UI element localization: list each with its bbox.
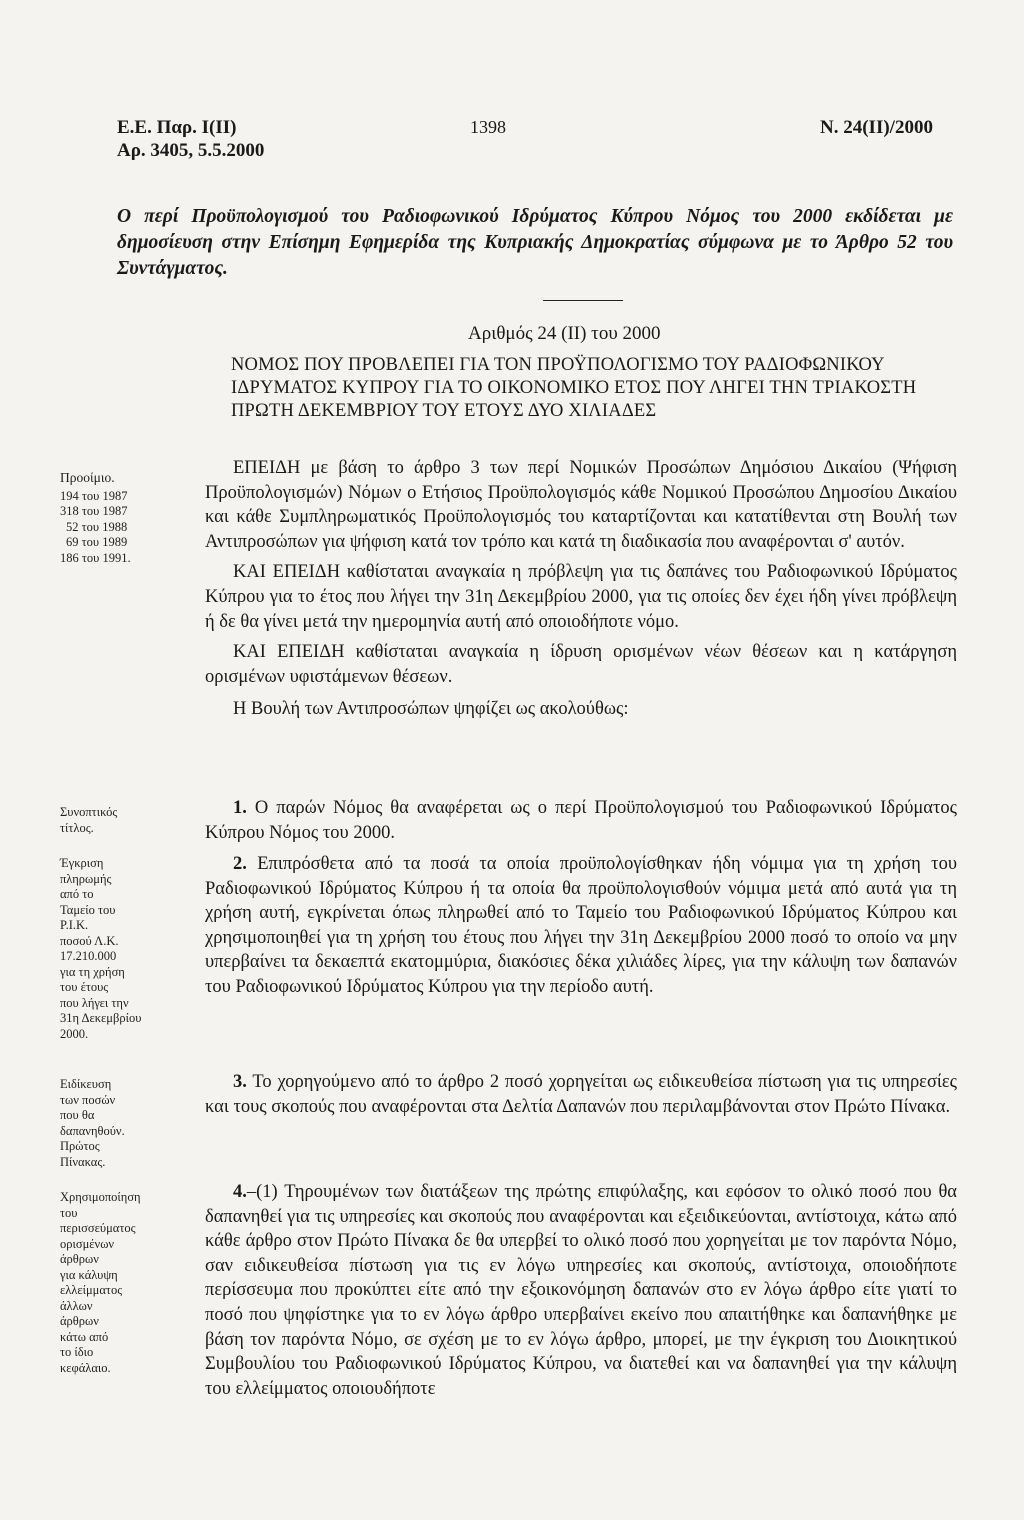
margin-line: 318 του 1987: [60, 504, 128, 518]
section-4: [205, 1180, 957, 1401]
publication-notice: Ο περί Προϋπολογισμού του Ραδιοφωνικού Ιδρύματος Κύπρου Νόμος του 2000 εκδίδεται με δημοσίευση στην Επίσημη Εφημερίδα της Κυπριακής Δημοκρατίας σύμφωνα με το Άρθρο 52 του Συντάγματος.: [117, 206, 953, 279]
margin-line: 186 του 1991.: [60, 550, 131, 565]
section-text: Ο παρών Νόμος θα αναφέρεται ως ο περί Προϋπολογισμού του Ραδιοφωνικού Ιδρύματος Κύπρου Νόμος του 2000.: [205, 798, 957, 843]
section-3: [205, 1070, 957, 1119]
margin-line: πληρωμής: [60, 871, 112, 886]
page-number: 1398: [470, 117, 506, 137]
margin-line: Συνοπτικός: [60, 805, 118, 819]
margin-line: για τη χρήση: [60, 964, 125, 979]
margin-line: του: [60, 1205, 78, 1220]
preamble-paragraph: ΚΑΙ ΕΠΕΙΔΗ καθίσταται αναγκαία η ίδρυση ορισμένων νέων θέσεων και η κατάργηση ορισμένων υφιστάμενων θέσεων.: [205, 642, 957, 687]
margin-line: Χρησιμοποίηση: [60, 1190, 141, 1204]
margin-line: ελλείμματος: [60, 1283, 123, 1297]
margin-line: που λήγει την: [60, 995, 129, 1010]
margin-line: περισσεύματος: [60, 1221, 136, 1235]
preamble-paragraph: ΚΑΙ ΕΠΕΙΔΗ καθίσταται αναγκαία η πρόβλεψη για τις δαπάνες του Ραδιοφωνικού Ιδρύματος Κύπρου για το έτος που λήγει την 31η Δεκεμβρίου 2000, για τις οποίες δεν έχει ήδη γίνει πρόβλεψη ή δε θα γίνει μετά την ημερομηνία αυτή από οποιοδήποτε νόμο.: [205, 562, 957, 632]
preamble-paragraph: Η Βουλή των Αντιπροσώπων ψηφίζει ως ακολούθως:: [233, 699, 629, 720]
section-number: 2.: [233, 854, 247, 874]
margin-line: Ταμείο του: [60, 902, 116, 917]
section-number: 3.: [233, 1072, 247, 1092]
margin-line: 17.210.000: [60, 949, 117, 963]
law-title: ΝΟΜΟΣ ΠΟΥ ΠΡΟΒΛΕΠΕΙ ΓΙΑ ΤΟΝ ΠΡΟΫΠΟΛΟΓΙΣΜΟ ΤΟΥ ΡΑΔΙΟΦΩΝΙΚΟΥ ΙΔΡΥΜΑΤΟΣ ΚΥΠΡΟΥ ΓΙΑ ΤΟ ΟΙΚΟΝΟΜΙΚΟ ΕΤΟΣ ΠΟΥ ΛΗΓΕΙ ΤΗΝ ΤΡΙΑΚΟΣΤΗ ΠΡΩΤΗ ΔΕΚΕΜΒΡΙΟΥ ΤΟΥ ΕΤΟΥΣ ΔΥΟ ΧΙΛΙΑΔΕΣ: [231, 355, 917, 421]
margin-line: άρθρων: [60, 1314, 99, 1328]
margin-line: ορισμένων: [60, 1236, 115, 1251]
margin-line: που θα: [60, 1108, 95, 1122]
margin-line: δαπανηθούν.: [60, 1123, 125, 1138]
margin-line: κεφάλαιο.: [60, 1360, 111, 1375]
margin-line: άρθρων: [60, 1252, 99, 1266]
margin-line: Πίνακας.: [60, 1154, 106, 1169]
margin-line: από το: [60, 887, 94, 901]
margin-note-surplus: [60, 1190, 200, 1376]
section-text: –(1) Τηρουμένων των διατάξεων της πρώτης επιφύλαξης, και εφόσον το ολικό ποσό που θα δαπανηθεί για τις υπηρεσίες και σκοπούς που αναφέρονται και εξειδικεύονται, αντίστοιχα, κάτω από κάθε άρθρο στον Πρώτο Πίνακα δε θα υπερβεί το ολικό ποσό που χορηγείται με τον παρόντα Νόμο, σαν ειδικευθείσα πίστωση για τις εν λόγω υπηρεσίες και σκοπούς, αντίστοιχα, οποιοδήποτε περίσσευμα που προκύπτει είτε από την εξοικονόμηση δαπανών στο εν λόγω άρθρο είτε γιατί το ποσό που ψηφίστηκε για το εν λόγω άρθρο υπερβαίνει εκείνο που απαιτήθηκε και δαπανήθηκε με βάση τον παρόντα Νόμο, σε σχέση με το εν λόγω άρθρο, μπορεί, με την έγκριση του Διοικητικού Συμβουλίου του Ραδιοφωνικού Ιδρύματος Κύπρου, να διατεθεί και να δαπανηθεί για την κάλυψη του ελλείμματος οποιουδήποτε: [205, 1182, 957, 1399]
margin-line: τίτλος.: [60, 820, 94, 835]
margin-line: 52 του 1988: [66, 519, 128, 534]
margin-line: 194 του 1987: [60, 488, 128, 503]
section-text: Επιπρόσθετα από τα ποσά τα οποία προϋπολογίσθηκαν ήδη νόμιμα για τη χρήση του Ραδιοφωνικού Ιδρύματος Κύπρου ή τα οποία θα προϋπολογισθούν νόμιμα μετά από αυτά για τη χρήση αυτή, εγκρίνεται όπως πληρωθεί από το Ταμείο του Ραδιοφωνικού Ιδρύματος Κύπρου και χρησιμοποιηθεί για τη χρήση του έτους που λήγει την 31η Δεκεμβρίου 2000 ποσό το οποίο να μην υπερβαίνει τα δεκαεπτά εκατομμύρια, διακόσιες δέκα χιλιάδες λίρες, για την κάλυψη των δαπανών του Ραδιοφωνικού Ιδρύματος Κύπρου για την περίοδο αυτή.: [205, 854, 957, 997]
margin-line: του έτους: [60, 980, 109, 994]
margin-line: για κάλυψη: [60, 1267, 118, 1282]
margin-line: Πρώτος: [60, 1139, 100, 1153]
preamble-paragraph: ΕΠΕΙΔΗ με βάση το άρθρο 3 των περί Νομικών Προσώπων Δημόσιου Δικαίου (Ψήφιση Προϋπολογισμών) Νόμων ο Ετήσιος Προϋπολογισμός κάθε Νομικού Προσώπου Δημοσίου Δικαίου και κάθε Συμπληρωματικός Προϋπολογισμός του καταρτίζονται και κατατίθενται στη Βουλή των Αντιπροσώπων για ψήφιση κατά τον τρόπο και κατά τη διαδικασία που αναφέρονται σ' αυτόν.: [205, 458, 957, 552]
margin-line: 69 του 1989: [66, 535, 128, 549]
section-1: [205, 796, 957, 845]
gazette-reference: Ε.Ε. Παρ. Ι(ΙΙ): [117, 117, 237, 138]
section-number: 4.: [233, 1182, 247, 1202]
section-number: 1.: [233, 798, 247, 818]
margin-note-specification: [60, 1077, 200, 1170]
margin-line: Ειδίκευση: [60, 1077, 112, 1091]
margin-line: Προοίμιο.: [60, 470, 115, 485]
divider: [543, 300, 623, 301]
margin-line: Ρ.Ι.Κ.: [60, 918, 89, 932]
margin-line: ποσού Λ.Κ.: [60, 933, 119, 948]
law-number: Αριθμός 24 (ΙΙ) του 2000: [468, 323, 661, 344]
section-2: [205, 852, 957, 1000]
margin-note-preamble: [60, 470, 200, 566]
margin-note-approval: [60, 856, 200, 1042]
issue-number: Αρ. 3405, 5.5.2000: [117, 140, 265, 161]
margin-line: κάτω από: [60, 1329, 109, 1344]
margin-line: άλλων: [60, 1298, 93, 1313]
margin-line: 31η Δεκεμβρίου: [60, 1011, 142, 1025]
preamble: [205, 456, 957, 722]
margin-line: το ίδιο: [60, 1345, 94, 1359]
margin-line: των ποσών: [60, 1092, 116, 1107]
margin-line: 2000.: [60, 1026, 89, 1041]
section-text: Το χορηγούμενο από το άρθρο 2 ποσό χορηγείται ως ειδικευθείσα πίστωση για τις υπηρεσίες και τους σκοπούς που αναφέρονται στα Δελτία Δαπανών που περιλαμβάνονται στον Πρώτο Πίνακα.: [205, 1072, 957, 1117]
margin-note-short-title: [60, 805, 200, 836]
margin-line: Έγκριση: [60, 856, 104, 870]
law-reference: Ν. 24(ΙΙ)/2000: [820, 117, 933, 138]
